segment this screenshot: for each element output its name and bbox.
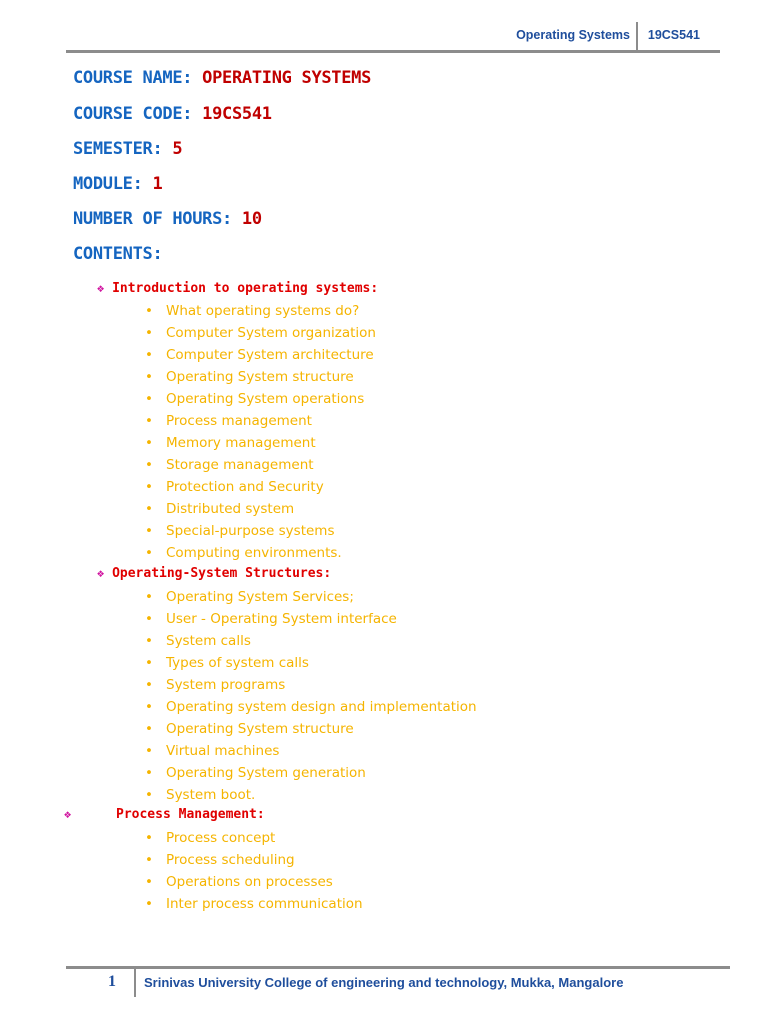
list-item: • Operating System Services; [145, 589, 354, 605]
section-title: Introduction to operating systems: [112, 281, 379, 296]
bullet-icon: • [145, 896, 153, 912]
info-label: CONTENTS: [73, 244, 163, 264]
page-footer [66, 966, 730, 999]
bullet-icon: • [145, 369, 153, 385]
list-item: • Storage management [145, 457, 314, 473]
bullet-icon: • [145, 413, 153, 429]
diamond-bullet-icon: ❖ [97, 281, 105, 295]
bullet-icon: • [145, 325, 153, 341]
list-item: • Process scheduling [145, 852, 295, 868]
info-value: 1 [152, 174, 163, 194]
list-item: • Process management [145, 413, 312, 429]
bullet-icon: • [145, 545, 153, 561]
list-item: • Memory management [145, 435, 316, 451]
header-course-code: 19CS541 [647, 28, 700, 42]
bullet-icon: • [145, 830, 153, 846]
list-item: • Computer System architecture [145, 347, 374, 363]
info-hours [73, 209, 262, 229]
header-course-name: Operating Systems [516, 28, 630, 42]
section-heading-structures [97, 566, 331, 581]
list-item: • Protection and Security [145, 479, 324, 495]
header-separator [636, 22, 638, 50]
bullet-icon: • [145, 677, 153, 693]
footer-institution: Srinivas University College of engineering and technology, Mukka, Mangalore [144, 975, 624, 990]
list-item: • Inter process communication [145, 896, 363, 912]
info-label: MODULE: [73, 174, 143, 194]
section-heading-process [64, 807, 265, 822]
bullet-icon: • [145, 611, 153, 627]
bullet-icon: • [145, 501, 153, 517]
bullet-icon: • [145, 765, 153, 781]
bullet-icon: • [145, 655, 153, 671]
info-semester [73, 139, 182, 159]
info-course-code [73, 104, 272, 124]
info-module [73, 174, 162, 194]
list-item: • Operating system design and implementation [145, 699, 477, 715]
list-item: • Special-purpose systems [145, 523, 335, 539]
bullet-icon: • [145, 523, 153, 539]
diamond-bullet-icon: ❖ [64, 807, 72, 821]
bullet-icon: • [145, 852, 153, 868]
list-item: • Operating System operations [145, 391, 365, 407]
bullet-icon: • [145, 347, 153, 363]
info-label: COURSE NAME: [73, 68, 193, 88]
page-number: 1 [108, 973, 116, 990]
section-title: Process Management: [116, 807, 265, 822]
bullet-icon: • [145, 303, 153, 319]
info-contents [73, 244, 162, 264]
bullet-icon: • [145, 874, 153, 890]
list-item: • Computing environments. [145, 545, 342, 561]
list-item: • User - Operating System interface [145, 611, 397, 627]
info-label: SEMESTER: [73, 139, 163, 159]
info-value: 10 [241, 209, 262, 229]
list-item: • Operating System generation [145, 765, 366, 781]
section-heading-intro [97, 281, 378, 296]
bullet-icon: • [145, 589, 153, 605]
info-value: 19CS541 [202, 104, 272, 124]
list-item: • Computer System organization [145, 325, 376, 341]
bullet-icon: • [145, 457, 153, 473]
info-course-name [73, 68, 371, 88]
info-value: OPERATING SYSTEMS [202, 68, 372, 88]
list-item: • Types of system calls [145, 655, 309, 671]
info-label: COURSE CODE: [73, 104, 193, 124]
bullet-icon: • [145, 699, 153, 715]
bullet-icon: • [145, 435, 153, 451]
list-item: • Operating System structure [145, 369, 354, 385]
list-item: • System boot. [145, 787, 256, 803]
info-value: 5 [172, 139, 183, 159]
bullet-icon: • [145, 633, 153, 649]
info-label: NUMBER OF HOURS: [73, 209, 232, 229]
section-title: Operating-System Structures: [112, 566, 332, 581]
bullet-icon: • [145, 479, 153, 495]
list-item: • What operating systems do? [145, 303, 360, 319]
footer-separator [134, 969, 136, 997]
list-item: • Operating System structure [145, 721, 354, 737]
bullet-icon: • [145, 721, 153, 737]
list-item: • Process concept [145, 830, 276, 846]
page-header [66, 20, 720, 53]
list-item: • System programs [145, 677, 286, 693]
bullet-icon: • [145, 391, 153, 407]
diamond-bullet-icon: ❖ [97, 566, 105, 580]
bullet-icon: • [145, 743, 153, 759]
bullet-icon: • [145, 787, 153, 803]
list-item: • System calls [145, 633, 251, 649]
list-item: • Operations on processes [145, 874, 333, 890]
list-item: • Virtual machines [145, 743, 280, 759]
list-item: • Distributed system [145, 501, 295, 517]
